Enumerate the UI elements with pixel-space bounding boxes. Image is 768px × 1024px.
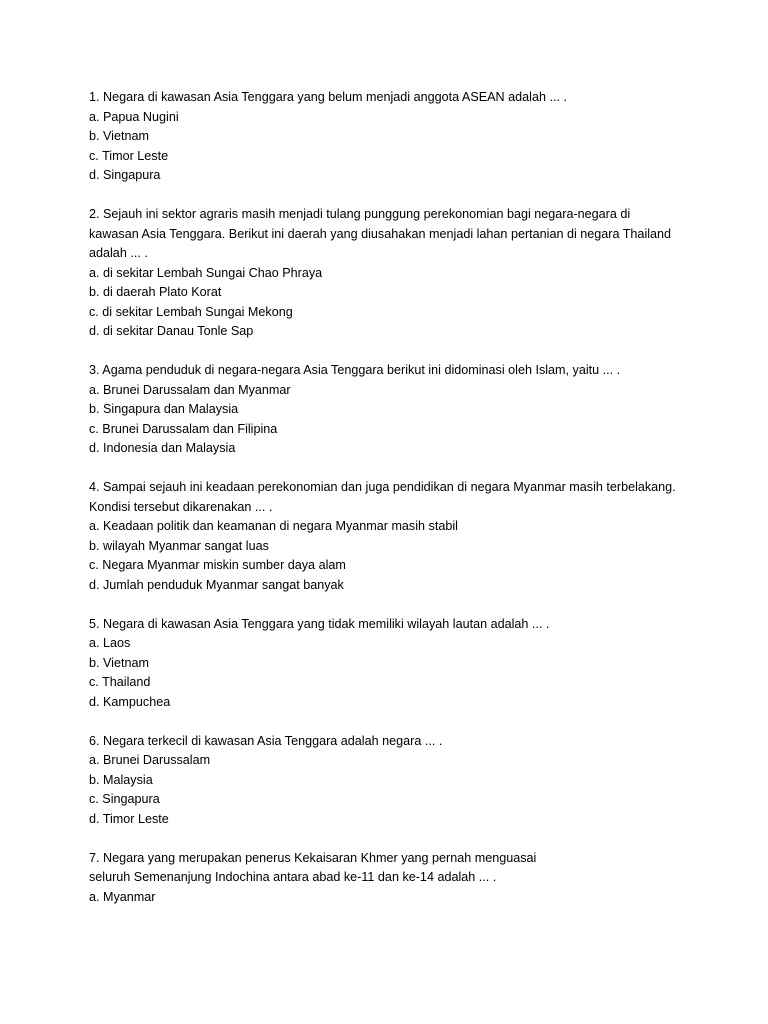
question-6-option-c: c. Singapura bbox=[89, 792, 160, 806]
question-4-option-a: a. Keadaan politik dan keamanan di negara Myanmar masih stabil bbox=[89, 519, 458, 533]
question-2-option-b: b. di daerah Plato Korat bbox=[89, 285, 222, 299]
question-1-option-d: d. Singapura bbox=[89, 168, 161, 182]
question-2-text-line-1: 2. Sejauh ini sektor agraris masih menjadi tulang punggung perekonomian bagi negara-negara di bbox=[89, 207, 631, 221]
question-3 bbox=[89, 361, 709, 459]
question-2-text-line-2: kawasan Asia Tenggara. Berikut ini daerah yang diusahakan menjadi lahan pertanian di negara Thailand bbox=[89, 226, 672, 241]
question-5-option-d: d. Kampuchea bbox=[89, 694, 171, 709]
question-1 bbox=[89, 88, 709, 186]
document-page bbox=[89, 88, 709, 927]
question-5-option-b: b. Vietnam bbox=[89, 655, 149, 670]
question-2-option-a: a. di sekitar Lembah Sungai Chao Phraya bbox=[89, 265, 323, 280]
question-2-option-c: c. di sekitar Lembah Sungai Mekong bbox=[89, 304, 293, 319]
question-3-option-d: d. Indonesia dan Malaysia bbox=[89, 441, 236, 455]
question-3-option-c: c. Brunei Darussalam dan Filipina bbox=[89, 421, 278, 436]
question-3-option-a: a. Brunei Darussalam dan Myanmar bbox=[89, 382, 291, 397]
question-5 bbox=[89, 615, 709, 713]
question-6 bbox=[89, 732, 709, 830]
question-7-option-a: a. Myanmar bbox=[89, 889, 156, 904]
question-4 bbox=[89, 478, 709, 595]
question-1-option-a: a. Papua Nugini bbox=[89, 109, 179, 124]
question-1-option-b: b. Vietnam bbox=[89, 129, 149, 143]
question-5-option-a: a. Laos bbox=[89, 636, 131, 650]
question-7 bbox=[89, 849, 709, 908]
question-4-option-c: c. Negara Myanmar miskin sumber daya alam bbox=[89, 558, 346, 572]
question-6-option-a: a. Brunei Darussalam bbox=[89, 753, 211, 767]
question-4-option-d: d. Jumlah penduduk Myanmar sangat banyak bbox=[89, 577, 344, 592]
question-6-option-b: b. Malaysia bbox=[89, 772, 153, 787]
question-2-text-line-3: adalah ... . bbox=[89, 246, 148, 260]
question-5-text: 5. Negara di kawasan Asia Tenggara yang tidak memiliki wilayah lautan adalah ... . bbox=[89, 616, 550, 631]
question-3-text: 3. Agama penduduk di negara-negara Asia Tenggara berikut ini didominasi oleh Islam, yaitu ... . bbox=[89, 363, 621, 377]
question-2 bbox=[89, 205, 709, 342]
question-4-text-line-1: 4. Sampai sejauh ini keadaan perekonomian dan juga pendidikan di negara Myanmar masih terbelakang. bbox=[89, 480, 676, 494]
question-5-option-c: c. Thailand bbox=[89, 675, 151, 689]
question-7-text-line-2: seluruh Semenanjung Indochina antara abad ke-11 dan ke-14 adalah ... . bbox=[89, 870, 497, 884]
question-6-option-d: d. Timor Leste bbox=[89, 811, 169, 826]
question-1-option-c: c. Timor Leste bbox=[89, 148, 169, 163]
question-3-option-b: b. Singapura dan Malaysia bbox=[89, 402, 239, 416]
question-7-text-line-1: 7. Negara yang merupakan penerus Kekaisaran Khmer yang pernah menguasai bbox=[89, 850, 537, 865]
question-6-text: 6. Negara terkecil di kawasan Asia Tenggara adalah negara ... . bbox=[89, 733, 443, 748]
question-2-option-d: d. di sekitar Danau Tonle Sap bbox=[89, 324, 254, 338]
question-4-text-line-2: Kondisi tersebut dikarenakan ... . bbox=[89, 499, 273, 514]
question-4-option-b: b. wilayah Myanmar sangat luas bbox=[89, 538, 269, 553]
question-1-text: 1. Negara di kawasan Asia Tenggara yang belum menjadi anggota ASEAN adalah ... . bbox=[89, 90, 567, 104]
